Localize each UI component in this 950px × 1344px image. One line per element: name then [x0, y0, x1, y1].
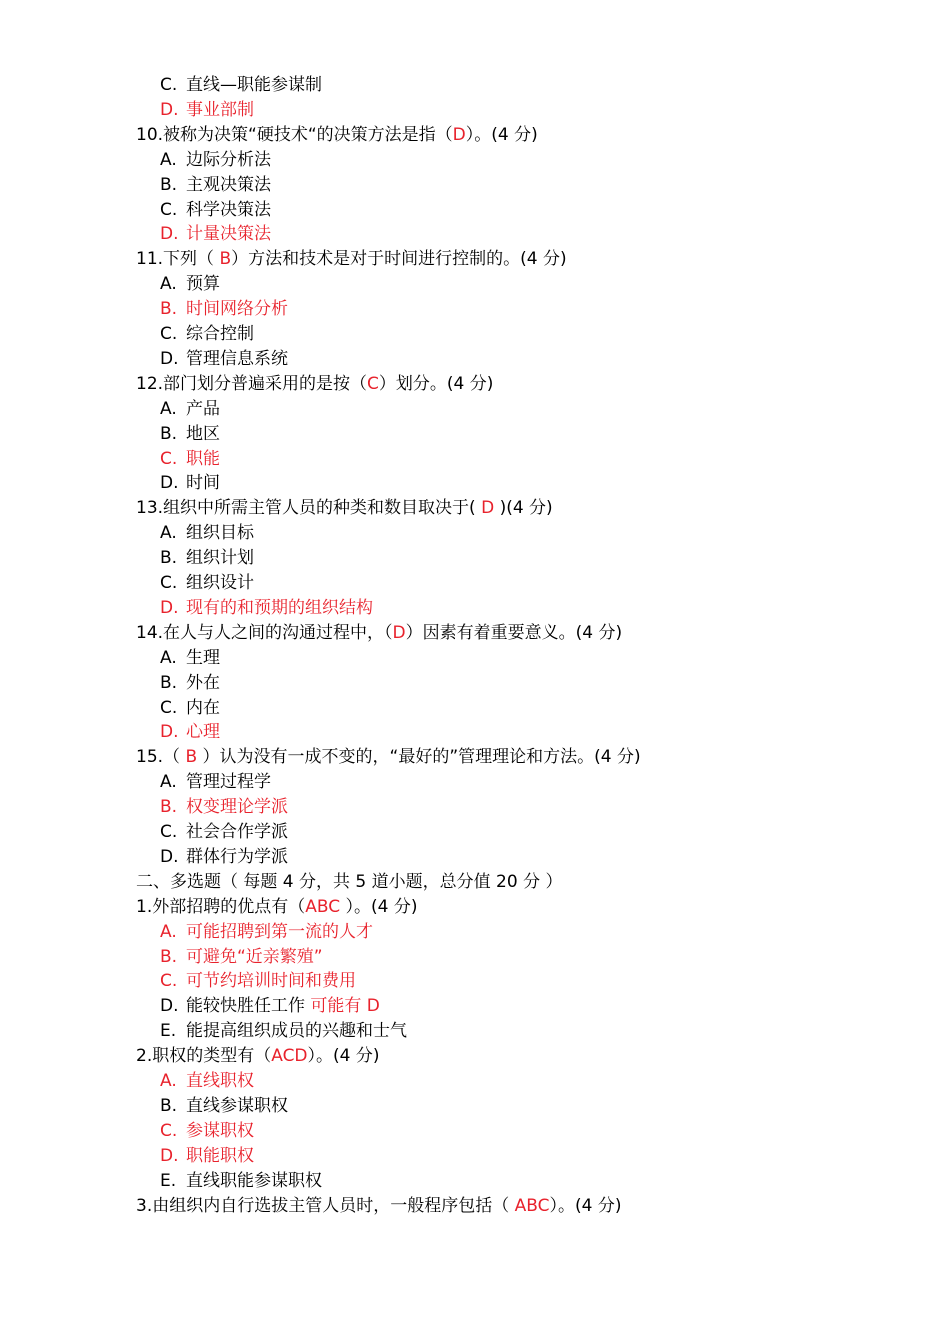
option-text: 群体行为学派 — [186, 846, 288, 867]
option-letter: B. — [160, 548, 178, 569]
option-text: 参谋职权 — [186, 1120, 254, 1141]
answer-option — [160, 1019, 407, 1044]
option-text: 管理信息系统 — [186, 348, 288, 369]
answer-key: C — [367, 373, 379, 394]
question-stem — [136, 895, 418, 920]
answer-option — [160, 920, 373, 945]
option-letter: A. — [160, 149, 177, 170]
question-points: ）。(4 分) — [307, 1046, 380, 1067]
question-stem — [136, 621, 622, 646]
option-letter: E. — [160, 1170, 177, 1191]
question-stem — [136, 123, 538, 148]
option-letter: A. — [160, 274, 177, 295]
answer-option — [160, 696, 220, 721]
option-text: 直线职权 — [186, 1071, 254, 1091]
option-text: 计量决策法 — [186, 224, 271, 245]
answer-option — [160, 272, 220, 297]
answer-option — [160, 994, 380, 1019]
option-letter: D. — [160, 348, 179, 369]
answer-key: ABC — [305, 896, 341, 917]
option-letter: A. — [160, 647, 177, 668]
option-text: 组织设计 — [186, 573, 254, 593]
option-letter: B. — [160, 797, 178, 818]
answer-option — [160, 73, 322, 98]
question-points: ）。(4 分) — [549, 1195, 622, 1216]
question-stem — [136, 247, 567, 272]
option-letter: B. — [160, 672, 178, 693]
option-text: 管理过程学 — [186, 772, 271, 793]
answer-note: 可能有 D — [305, 996, 380, 1017]
option-letter: C. — [160, 199, 178, 220]
answer-option — [160, 98, 254, 123]
option-text: 预算 — [186, 274, 220, 295]
option-text: 科学决策法 — [186, 199, 271, 220]
question-points: ）。(4 分) — [340, 896, 418, 917]
question-text: 2.职权的类型有（ — [136, 1046, 272, 1067]
answer-option — [160, 222, 271, 247]
option-letter: B. — [160, 299, 178, 320]
option-letter: C. — [160, 971, 178, 992]
answer-option — [160, 770, 271, 795]
option-text: 主观决策法 — [186, 174, 271, 195]
option-text: 可节约培训时间和费用 — [186, 971, 356, 992]
option-text: 直线—职能参谋制 — [186, 75, 322, 95]
answer-option — [160, 671, 220, 696]
option-letter: B. — [160, 1095, 178, 1116]
option-text: 组织目标 — [186, 523, 254, 544]
question-points: ）。(4 分) — [465, 124, 538, 145]
option-text: 时间网络分析 — [186, 299, 288, 320]
option-letter: D. — [160, 722, 179, 743]
option-letter: A. — [160, 523, 177, 544]
question-stem — [136, 1044, 380, 1069]
option-letter: E. — [160, 1021, 177, 1042]
option-text: 外在 — [186, 672, 220, 693]
option-text: 现有的和预期的组织结构 — [186, 597, 373, 618]
question-text: 3.由组织内自行选拔主管人员时，一般程序包括（ — [136, 1195, 515, 1216]
option-text: 能较快胜任工作 — [186, 996, 305, 1017]
option-text: 直线参谋职权 — [186, 1095, 288, 1116]
question-stem — [136, 745, 641, 770]
option-letter: C. — [160, 697, 178, 718]
answer-option — [160, 845, 288, 870]
option-text: 生理 — [186, 647, 220, 668]
question-points: ）因素有着重要意义。(4 分) — [405, 622, 623, 643]
question-text: 1.外部招聘的优点有（ — [136, 896, 306, 917]
option-letter: D. — [160, 846, 179, 867]
option-text: 时间 — [186, 473, 220, 494]
question-text: 10.被称为决策“硬技术“的决策方法是指（ — [136, 124, 453, 145]
option-letter: B. — [160, 174, 178, 195]
answer-option — [160, 596, 373, 621]
answer-option — [160, 322, 254, 347]
option-text: 权变理论学派 — [186, 797, 288, 818]
answer-option — [160, 148, 271, 173]
answer-option — [160, 422, 220, 447]
option-text: 可能招聘到第一流的人才 — [186, 921, 373, 942]
section-heading: 二、多选题（ 每题 4 分，共 5 道小题，总分值 20 分 ） — [136, 871, 563, 892]
answer-option — [160, 945, 323, 970]
option-letter: D. — [160, 224, 179, 245]
answer-key: D — [481, 498, 495, 519]
option-text: 事业部制 — [186, 99, 254, 120]
answer-key: ACD — [271, 1046, 308, 1067]
option-text: 边际分析法 — [186, 149, 271, 170]
option-letter: D. — [160, 99, 179, 120]
option-letter: A. — [160, 1071, 177, 1091]
option-text: 心理 — [186, 722, 220, 743]
answer-option — [160, 471, 220, 496]
answer-key: B — [185, 747, 198, 768]
option-letter: A. — [160, 398, 177, 419]
option-letter: C. — [160, 1120, 178, 1141]
option-text: 能提高组织成员的兴趣和士气 — [186, 1021, 407, 1042]
answer-option — [160, 1119, 254, 1144]
option-letter: C. — [160, 573, 178, 593]
answer-option — [160, 397, 220, 422]
answer-option — [160, 1069, 254, 1094]
answer-option — [160, 571, 254, 596]
question-text: 14.在人与人之间的沟通过程中，（ — [136, 622, 393, 643]
answer-key: D — [452, 124, 466, 145]
answer-option — [160, 820, 288, 845]
option-letter: A. — [160, 772, 177, 793]
question-points: ）方法和技术是对于时间进行控制的。(4 分) — [231, 249, 567, 270]
question-stem — [136, 1194, 621, 1219]
option-text: 可避免“近亲繁殖” — [186, 946, 323, 967]
answer-option — [160, 546, 254, 571]
question-text: 13.组织中所需主管人员的种类和数目取决于( — [136, 498, 482, 519]
option-text: 组织计划 — [186, 548, 254, 569]
answer-option — [160, 1169, 322, 1194]
option-text: 社会合作学派 — [186, 822, 288, 842]
option-letter: D. — [160, 473, 179, 494]
question-points: ）划分。(4 分) — [378, 373, 494, 394]
answer-option — [160, 521, 254, 546]
option-letter: D. — [160, 996, 179, 1017]
option-letter: D. — [160, 1145, 179, 1166]
answer-option — [160, 297, 288, 322]
answer-key: ABC — [514, 1195, 550, 1216]
question-stem — [136, 496, 553, 521]
option-text: 地区 — [186, 423, 220, 444]
answer-option — [160, 720, 220, 745]
question-text: 11.下列（ — [136, 249, 220, 270]
question-points: ）认为没有一成不变的，“最好的”管理理论和方法。(4 分) — [197, 747, 641, 768]
option-text: 综合控制 — [186, 324, 254, 344]
question-stem — [136, 372, 493, 397]
option-letter: C. — [160, 448, 178, 469]
answer-option — [160, 347, 288, 372]
option-letter: C. — [160, 324, 178, 344]
answer-option — [160, 646, 220, 671]
option-letter: B. — [160, 946, 178, 967]
answer-option — [160, 173, 271, 198]
option-text: 产品 — [186, 398, 220, 419]
answer-option — [160, 198, 271, 223]
option-letter: C. — [160, 822, 178, 842]
answer-option — [160, 1144, 254, 1169]
option-text: 内在 — [186, 697, 220, 718]
question-points: )(4 分) — [494, 498, 553, 519]
answer-option — [160, 969, 356, 994]
option-letter: D. — [160, 597, 179, 618]
option-text: 职能 — [186, 448, 220, 469]
answer-key: D — [392, 622, 406, 643]
question-text: 12.部门划分普遍采用的是按（ — [136, 373, 368, 394]
answer-key: B — [219, 249, 232, 270]
option-letter: B. — [160, 423, 178, 444]
option-letter: C. — [160, 75, 178, 95]
option-text: 直线职能参谋职权 — [186, 1170, 322, 1191]
answer-option — [160, 1094, 288, 1119]
option-text: 职能职权 — [186, 1145, 254, 1166]
question-text: 15.（ — [136, 747, 186, 768]
option-letter: A. — [160, 921, 177, 942]
answer-option — [160, 795, 288, 820]
answer-option — [160, 447, 220, 472]
